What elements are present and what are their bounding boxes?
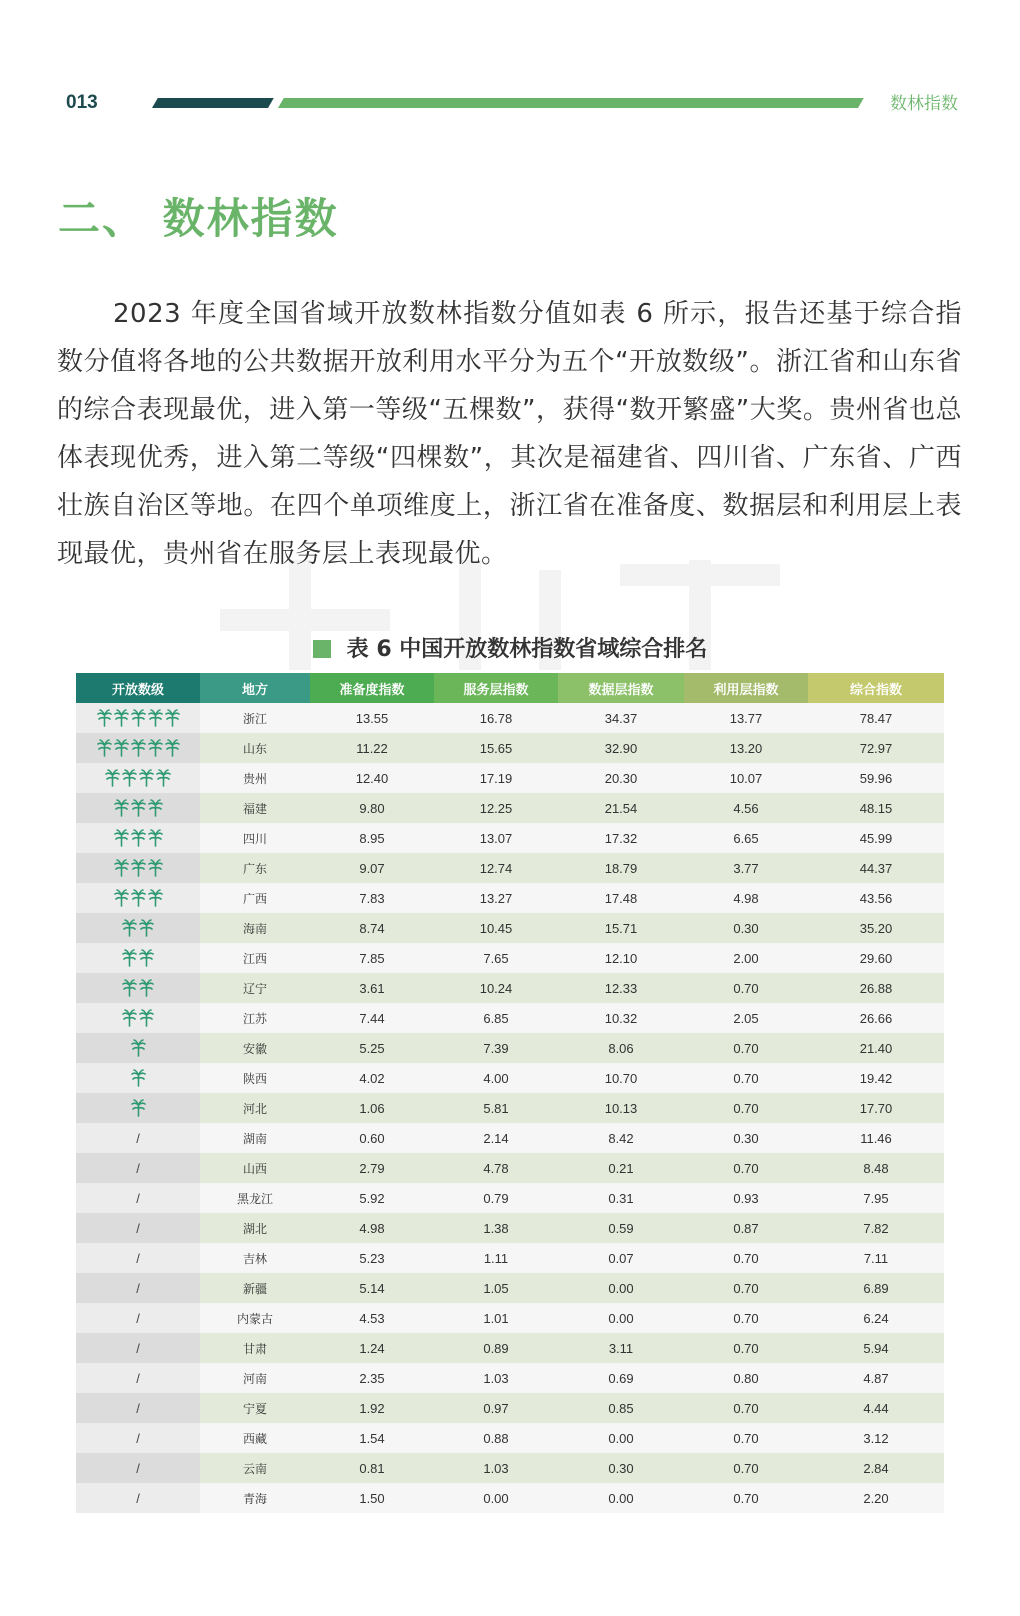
service-cell: 4.78	[434, 1153, 558, 1183]
total-cell: 21.40	[808, 1033, 944, 1063]
prep-cell: 0.81	[310, 1453, 434, 1483]
tree-icon	[131, 1099, 146, 1117]
total-cell: 26.88	[808, 973, 944, 1003]
service-cell: 5.81	[434, 1093, 558, 1123]
tree-icon	[114, 799, 129, 817]
use-cell: 0.93	[684, 1183, 808, 1213]
table-row	[76, 1213, 944, 1243]
total-cell: 7.82	[808, 1213, 944, 1243]
region-cell: 新疆	[200, 1273, 310, 1303]
level-cell	[76, 1363, 200, 1393]
table-row	[76, 1423, 944, 1453]
data-cell: 3.11	[558, 1333, 684, 1363]
level-cell	[76, 793, 200, 823]
header-prep: 准备度指数	[310, 673, 434, 703]
service-cell: 1.05	[434, 1273, 558, 1303]
total-cell: 2.84	[808, 1453, 944, 1483]
total-cell: 7.11	[808, 1243, 944, 1273]
prep-cell: 4.02	[310, 1063, 434, 1093]
use-cell: 0.70	[684, 1033, 808, 1063]
level-cell	[76, 1243, 200, 1273]
region-cell: 海南	[200, 913, 310, 943]
table-row	[76, 1153, 944, 1183]
table-row	[76, 1093, 944, 1123]
service-cell: 0.79	[434, 1183, 558, 1213]
level-cell	[76, 1003, 200, 1033]
tree-icon	[114, 889, 129, 907]
total-cell: 35.20	[808, 913, 944, 943]
table-row	[76, 1333, 944, 1363]
level-none: /	[136, 1490, 140, 1506]
level-none: /	[136, 1460, 140, 1476]
table-row	[76, 793, 944, 823]
data-cell: 0.07	[558, 1243, 684, 1273]
level-cell	[76, 1423, 200, 1453]
table-row	[76, 1483, 944, 1513]
region-cell: 湖南	[200, 1123, 310, 1153]
table-row	[76, 1183, 944, 1213]
region-cell: 广西	[200, 883, 310, 913]
header-use: 利用层指数	[684, 673, 808, 703]
service-cell: 7.39	[434, 1033, 558, 1063]
level-cell	[76, 1393, 200, 1423]
total-cell: 11.46	[808, 1123, 944, 1153]
prep-cell: 3.61	[310, 973, 434, 1003]
table-row	[76, 733, 944, 763]
tree-icon	[122, 979, 137, 997]
level-cell	[76, 913, 200, 943]
region-cell: 黑龙江	[200, 1183, 310, 1213]
table-row	[76, 973, 944, 1003]
level-cell	[76, 943, 200, 973]
region-cell: 云南	[200, 1453, 310, 1483]
total-cell: 19.42	[808, 1063, 944, 1093]
use-cell: 4.56	[684, 793, 808, 823]
data-cell: 10.70	[558, 1063, 684, 1093]
service-cell: 0.89	[434, 1333, 558, 1363]
tree-icon	[114, 739, 129, 757]
level-none: /	[136, 1190, 140, 1206]
service-cell: 0.97	[434, 1393, 558, 1423]
region-cell: 青海	[200, 1483, 310, 1513]
data-cell: 8.06	[558, 1033, 684, 1063]
table-row	[76, 1033, 944, 1063]
level-cell	[76, 703, 200, 733]
prep-cell: 12.40	[310, 763, 434, 793]
level-cell	[76, 1153, 200, 1183]
total-cell: 26.66	[808, 1003, 944, 1033]
data-cell: 0.00	[558, 1303, 684, 1333]
table-row	[76, 823, 944, 853]
service-cell: 0.00	[434, 1483, 558, 1513]
table-row	[76, 1393, 944, 1423]
ranking-table	[76, 673, 944, 1513]
data-cell: 0.21	[558, 1153, 684, 1183]
use-cell: 0.70	[684, 973, 808, 1003]
region-cell: 江西	[200, 943, 310, 973]
header-service: 服务层指数	[434, 673, 558, 703]
service-cell: 16.78	[434, 703, 558, 733]
header-total: 综合指数	[808, 673, 944, 703]
tree-icon	[148, 799, 163, 817]
table-row	[76, 913, 944, 943]
prep-cell: 11.22	[310, 733, 434, 763]
service-cell: 0.88	[434, 1423, 558, 1453]
table-body	[76, 703, 944, 1513]
data-cell: 10.13	[558, 1093, 684, 1123]
tree-icon	[139, 1009, 154, 1027]
data-cell: 17.32	[558, 823, 684, 853]
region-cell: 河南	[200, 1363, 310, 1393]
table-header-row	[76, 673, 944, 703]
total-cell: 48.15	[808, 793, 944, 823]
tree-icon	[165, 709, 180, 727]
tree-icon	[131, 1039, 146, 1057]
level-cell	[76, 1033, 200, 1063]
header-data: 数据层指数	[558, 673, 684, 703]
data-cell: 0.00	[558, 1423, 684, 1453]
service-cell: 1.01	[434, 1303, 558, 1333]
region-cell: 江苏	[200, 1003, 310, 1033]
use-cell: 0.70	[684, 1153, 808, 1183]
level-cell	[76, 973, 200, 1003]
tree-icon	[139, 769, 154, 787]
use-cell: 13.77	[684, 703, 808, 733]
data-cell: 0.59	[558, 1213, 684, 1243]
data-cell: 20.30	[558, 763, 684, 793]
tree-icon	[131, 859, 146, 877]
total-cell: 6.24	[808, 1303, 944, 1333]
total-cell: 44.37	[808, 853, 944, 883]
total-cell: 6.89	[808, 1273, 944, 1303]
service-cell: 1.03	[434, 1363, 558, 1393]
prep-cell: 2.35	[310, 1363, 434, 1393]
total-cell: 72.97	[808, 733, 944, 763]
data-cell: 12.33	[558, 973, 684, 1003]
region-cell: 内蒙古	[200, 1303, 310, 1333]
data-cell: 10.32	[558, 1003, 684, 1033]
use-cell: 0.70	[684, 1063, 808, 1093]
data-cell: 0.00	[558, 1483, 684, 1513]
total-cell: 78.47	[808, 703, 944, 733]
data-cell: 15.71	[558, 913, 684, 943]
section-title: 二、 数林指数	[58, 194, 339, 243]
level-cell	[76, 1483, 200, 1513]
tree-icon	[97, 709, 112, 727]
use-cell: 0.70	[684, 1093, 808, 1123]
service-cell: 1.38	[434, 1213, 558, 1243]
header-bar-dark	[152, 98, 274, 108]
service-cell: 13.07	[434, 823, 558, 853]
service-cell: 1.03	[434, 1453, 558, 1483]
prep-cell: 8.95	[310, 823, 434, 853]
level-cell	[76, 823, 200, 853]
tree-icon	[156, 769, 171, 787]
use-cell: 0.70	[684, 1453, 808, 1483]
service-cell: 6.85	[434, 1003, 558, 1033]
use-cell: 0.70	[684, 1393, 808, 1423]
prep-cell: 0.60	[310, 1123, 434, 1153]
prep-cell: 1.50	[310, 1483, 434, 1513]
level-cell	[76, 1183, 200, 1213]
level-none: /	[136, 1280, 140, 1296]
level-none: /	[136, 1370, 140, 1386]
region-cell: 山东	[200, 733, 310, 763]
use-cell: 6.65	[684, 823, 808, 853]
use-cell: 2.00	[684, 943, 808, 973]
tree-icon	[148, 829, 163, 847]
total-cell: 29.60	[808, 943, 944, 973]
region-cell: 吉林	[200, 1243, 310, 1273]
data-cell: 0.31	[558, 1183, 684, 1213]
tree-icon	[114, 829, 129, 847]
header-region: 地方	[200, 673, 310, 703]
tree-icon	[131, 739, 146, 757]
data-cell: 34.37	[558, 703, 684, 733]
prep-cell: 9.07	[310, 853, 434, 883]
level-cell	[76, 1453, 200, 1483]
region-cell: 辽宁	[200, 973, 310, 1003]
level-none: /	[136, 1160, 140, 1176]
prep-cell: 1.06	[310, 1093, 434, 1123]
data-cell: 8.42	[558, 1123, 684, 1153]
data-cell: 0.69	[558, 1363, 684, 1393]
region-cell: 贵州	[200, 763, 310, 793]
service-cell: 10.45	[434, 913, 558, 943]
prep-cell: 1.24	[310, 1333, 434, 1363]
region-cell: 四川	[200, 823, 310, 853]
tree-icon	[122, 949, 137, 967]
level-cell	[76, 1333, 200, 1363]
level-cell	[76, 1093, 200, 1123]
tree-icon	[139, 949, 154, 967]
prep-cell: 8.74	[310, 913, 434, 943]
table-row	[76, 703, 944, 733]
header-level: 开放数级	[76, 673, 200, 703]
region-cell: 安徽	[200, 1033, 310, 1063]
use-cell: 10.07	[684, 763, 808, 793]
table-row	[76, 1303, 944, 1333]
level-cell	[76, 763, 200, 793]
header-section-label: 数林指数	[890, 94, 958, 114]
prep-cell: 13.55	[310, 703, 434, 733]
service-cell: 17.19	[434, 763, 558, 793]
service-cell: 15.65	[434, 733, 558, 763]
region-cell: 浙江	[200, 703, 310, 733]
table-row	[76, 763, 944, 793]
page-number: 013	[66, 92, 98, 113]
table-row	[76, 1273, 944, 1303]
data-cell: 21.54	[558, 793, 684, 823]
service-cell: 12.74	[434, 853, 558, 883]
region-cell: 广东	[200, 853, 310, 883]
use-cell: 0.70	[684, 1273, 808, 1303]
tree-icon	[165, 739, 180, 757]
level-cell	[76, 1123, 200, 1153]
data-cell: 32.90	[558, 733, 684, 763]
level-none: /	[136, 1250, 140, 1266]
table-row	[76, 1453, 944, 1483]
prep-cell: 1.92	[310, 1393, 434, 1423]
prep-cell: 7.85	[310, 943, 434, 973]
prep-cell: 9.80	[310, 793, 434, 823]
service-cell: 2.14	[434, 1123, 558, 1153]
total-cell: 45.99	[808, 823, 944, 853]
prep-cell: 4.53	[310, 1303, 434, 1333]
tree-icon	[131, 799, 146, 817]
region-cell: 甘肃	[200, 1333, 310, 1363]
use-cell: 0.87	[684, 1213, 808, 1243]
level-none: /	[136, 1340, 140, 1356]
service-cell: 4.00	[434, 1063, 558, 1093]
prep-cell: 5.14	[310, 1273, 434, 1303]
table-caption-text: 表 6 中国开放数林指数省域综合排名	[346, 637, 708, 662]
level-cell	[76, 853, 200, 883]
tree-icon	[97, 739, 112, 757]
use-cell: 2.05	[684, 1003, 808, 1033]
tree-icon	[148, 889, 163, 907]
use-cell: 0.80	[684, 1363, 808, 1393]
service-cell: 13.27	[434, 883, 558, 913]
data-cell: 0.85	[558, 1393, 684, 1423]
tree-icon	[148, 709, 163, 727]
tree-icon	[131, 829, 146, 847]
tree-icon	[148, 859, 163, 877]
table-row	[76, 1123, 944, 1153]
prep-cell: 7.44	[310, 1003, 434, 1033]
prep-cell: 4.98	[310, 1213, 434, 1243]
use-cell: 3.77	[684, 853, 808, 883]
level-none: /	[136, 1400, 140, 1416]
tree-icon	[114, 859, 129, 877]
level-none: /	[136, 1430, 140, 1446]
use-cell: 0.70	[684, 1423, 808, 1453]
level-cell	[76, 883, 200, 913]
service-cell: 10.24	[434, 973, 558, 1003]
level-none: /	[136, 1220, 140, 1236]
level-cell	[76, 1063, 200, 1093]
tree-icon	[122, 1009, 137, 1027]
tree-icon	[114, 709, 129, 727]
total-cell: 2.20	[808, 1483, 944, 1513]
tree-icon	[131, 1069, 146, 1087]
use-cell: 0.70	[684, 1333, 808, 1363]
total-cell: 43.56	[808, 883, 944, 913]
level-cell	[76, 1213, 200, 1243]
prep-cell: 1.54	[310, 1423, 434, 1453]
use-cell: 4.98	[684, 883, 808, 913]
use-cell: 0.30	[684, 1123, 808, 1153]
region-cell: 河北	[200, 1093, 310, 1123]
data-cell: 18.79	[558, 853, 684, 883]
data-cell: 0.30	[558, 1453, 684, 1483]
data-cell: 17.48	[558, 883, 684, 913]
prep-cell: 5.92	[310, 1183, 434, 1213]
level-none: /	[136, 1310, 140, 1326]
table-row	[76, 1243, 944, 1273]
tree-icon	[148, 739, 163, 757]
caption-square-icon	[313, 640, 331, 658]
region-cell: 湖北	[200, 1213, 310, 1243]
prep-cell: 7.83	[310, 883, 434, 913]
total-cell: 4.44	[808, 1393, 944, 1423]
table-row	[76, 1363, 944, 1393]
region-cell: 西藏	[200, 1423, 310, 1453]
header-bar-green	[278, 98, 864, 108]
table-row	[76, 1063, 944, 1093]
body-paragraph: 2023 年度全国省域开放数林指数分值如表 6 所示，报告还基于综合指数分值将各地的公共数据开放利用水平分为五个“开放数级”。浙江省和山东省的综合表现最优，进入第一等级“五棵数”，获得“数开繁盛”大奖。贵州省也总体表现优秀，进入第二等级“四棵数”，其次是福建省、四川省、广东省、广西壮族自治区等地。在四个单项维度上，浙江省在准备度、数据层和利用层上表现最优，贵州省在服务层上表现最优。	[57, 299, 962, 569]
use-cell: 0.30	[684, 913, 808, 943]
table-row	[76, 943, 944, 973]
use-cell: 0.70	[684, 1483, 808, 1513]
prep-cell: 5.25	[310, 1033, 434, 1063]
region-cell: 福建	[200, 793, 310, 823]
prep-cell: 2.79	[310, 1153, 434, 1183]
service-cell: 7.65	[434, 943, 558, 973]
data-cell: 12.10	[558, 943, 684, 973]
region-cell: 陕西	[200, 1063, 310, 1093]
total-cell: 5.94	[808, 1333, 944, 1363]
level-cell	[76, 1273, 200, 1303]
service-cell: 1.11	[434, 1243, 558, 1273]
region-cell: 宁夏	[200, 1393, 310, 1423]
tree-icon	[139, 919, 154, 937]
level-cell	[76, 733, 200, 763]
prep-cell: 5.23	[310, 1243, 434, 1273]
total-cell: 17.70	[808, 1093, 944, 1123]
table-caption	[0, 632, 1020, 663]
service-cell: 12.25	[434, 793, 558, 823]
tree-icon	[105, 769, 120, 787]
total-cell: 7.95	[808, 1183, 944, 1213]
total-cell: 8.48	[808, 1153, 944, 1183]
level-cell	[76, 1303, 200, 1333]
region-cell: 山西	[200, 1153, 310, 1183]
data-cell: 0.00	[558, 1273, 684, 1303]
use-cell: 13.20	[684, 733, 808, 763]
level-none: /	[136, 1130, 140, 1146]
table-row	[76, 853, 944, 883]
use-cell: 0.70	[684, 1243, 808, 1273]
use-cell: 0.70	[684, 1303, 808, 1333]
tree-icon	[122, 769, 137, 787]
total-cell: 59.96	[808, 763, 944, 793]
table-row	[76, 883, 944, 913]
tree-icon	[131, 889, 146, 907]
total-cell: 3.12	[808, 1423, 944, 1453]
total-cell: 4.87	[808, 1363, 944, 1393]
tree-icon	[139, 979, 154, 997]
table-row	[76, 1003, 944, 1033]
tree-icon	[131, 709, 146, 727]
tree-icon	[122, 919, 137, 937]
